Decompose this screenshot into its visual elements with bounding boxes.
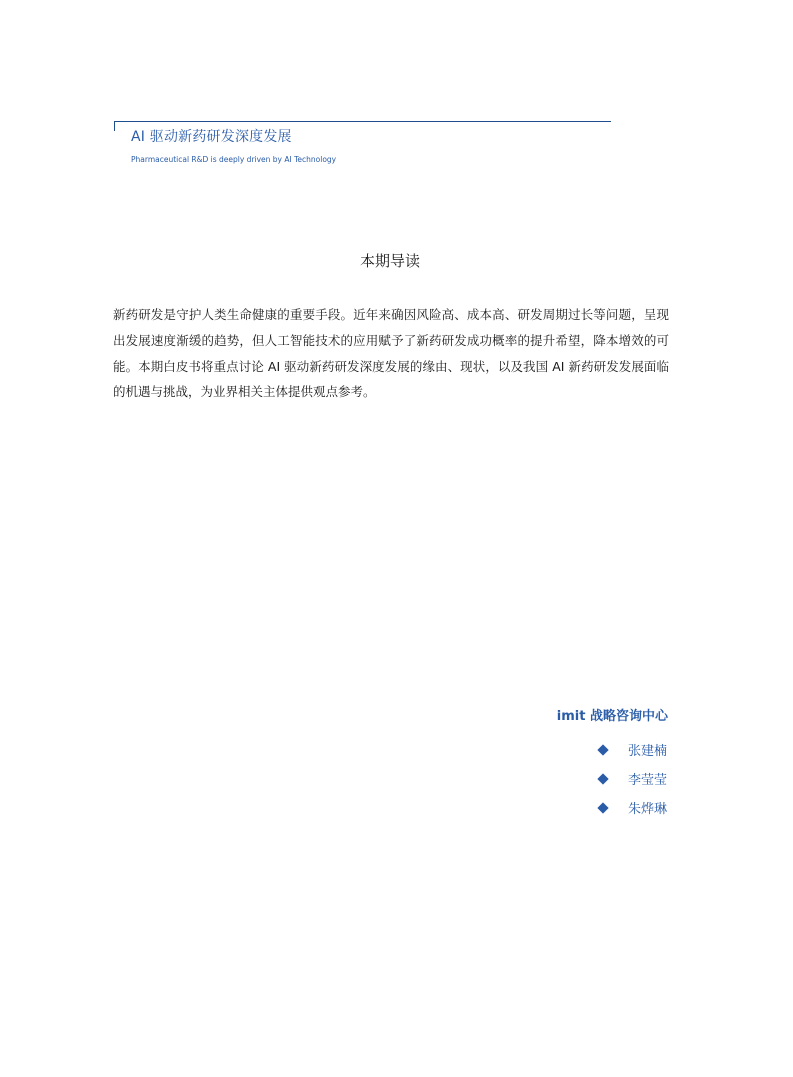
author-name: 李莹莹 [628,773,668,788]
author-list [599,735,668,822]
section-heading: 本期导读 [359,252,420,270]
diamond-bullet-icon [597,802,608,813]
author-item [599,793,668,822]
header-title: AI 驱动新药研发深度发展 [131,129,292,145]
author-item [599,735,668,764]
header-rule [114,121,611,122]
diamond-bullet-icon [597,744,608,755]
diamond-bullet-icon [597,773,608,784]
author-name: 朱烨琳 [628,802,668,817]
header-tick [114,121,115,131]
organization-name: imit 战略咨询中心 [556,709,668,724]
author-name: 张建楠 [628,744,668,759]
intro-paragraph: 新药研发是守护人类生命健康的重要手段。近年来确因风险高、成本高、研发周期过长等问题，呈现出发展速度渐缓的趋势，但人工智能技术的应用赋予了新药研发成功概率的提升希望，降本增效的可能。本期白皮书将重点讨论 AI 驱动新药研发深度发展的缘由、现状，以及我国 AI 新药研发发展面临的机遇与挑战，为业界相关主体提供观点参考。 [113,307,669,400]
header-subtitle: Pharmaceutical R&D is deeply driven by AI Technology [131,155,337,164]
author-item [599,764,668,793]
